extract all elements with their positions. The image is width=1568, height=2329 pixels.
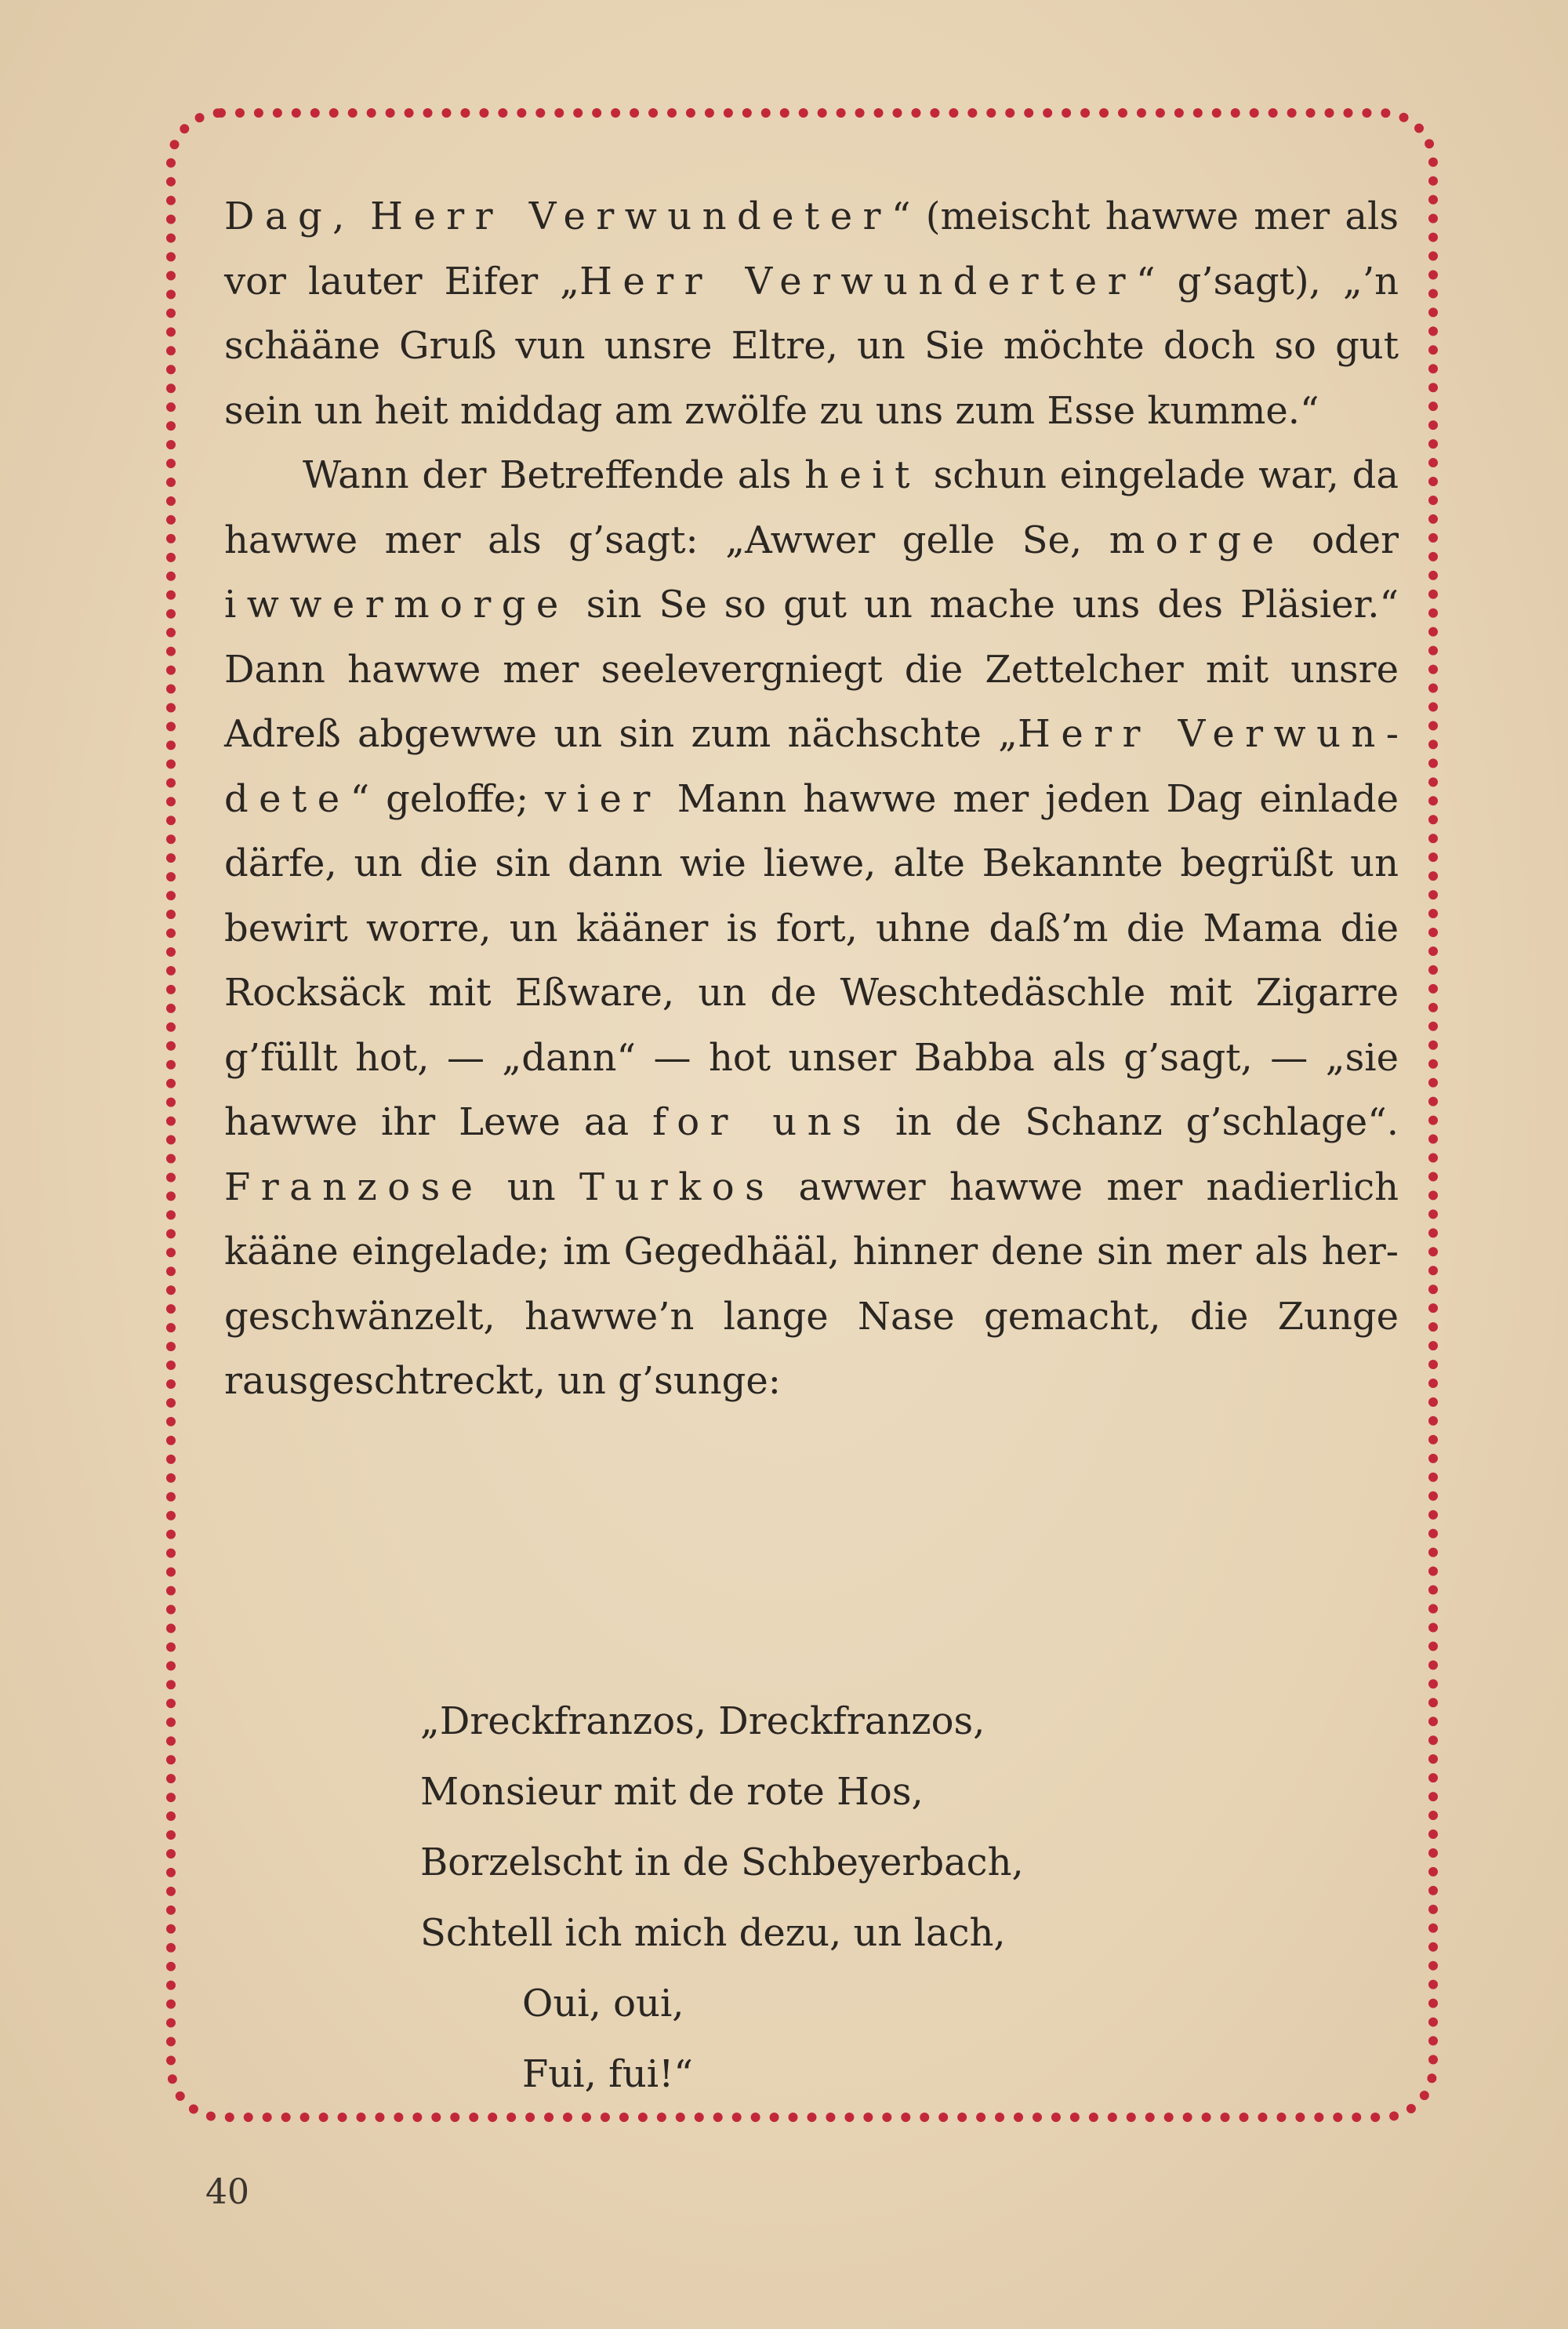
verse-block [420, 1686, 1024, 2109]
p2-seg-3: schun eingelade war, da hawwe mer als g’sagt: „Awwer gelle Se, [224, 453, 1399, 562]
p2-seg-4: morge [1109, 518, 1285, 562]
p2-seg-2: heit [804, 453, 920, 497]
p1-seg-3: “ (meischt hawwe mer als vor lauter Eifer „ [224, 194, 1399, 303]
verse-line: Borzelscht in de Schbeyerbach, [420, 1840, 1024, 1884]
p1-seg-4: Herr Verwunderter [579, 259, 1137, 303]
p2-seg-12: for uns [652, 1100, 873, 1144]
verse-line: Schtell ich mich dezu, un lach, [420, 1911, 1006, 1955]
p2-seg-7: sin Se so gut un mache uns des Pläsier.“ Dann hawwe mer seelevergniegt die Zettelcher mit unsre Adreß abgewwe un sin zum nächschte „ [224, 583, 1399, 756]
verse-line: „Dreckfranzos, Dreckfranzos, [420, 1699, 985, 1743]
p2-seg-13: in de Schanz g’schlage“. [895, 1100, 1399, 1144]
p1-seg-2: Herr Verwundeter [370, 194, 891, 238]
p2-seg-11: Mann hawwe mer jeden Dag einlade därfe, un die sin dann wie liewe, alte Bekannte begrüßt un bewirt worre, un kääner is fort, uhne daß’m die Mama die Rocksäck mit Eßware, un de Weschtedäschle mit Zigarre g’füllt hot, — „dann“ — hot unser Babba als g’sagt, — „sie hawwe ihr Lewe aa [224, 776, 1399, 1144]
body-text [224, 184, 1399, 1414]
p1-seg-5: “ g’sagt), „’n schääne Gruß vun unsre Eltre, un Sie möchte doch so gut sein un heit middag am zwölfe zu uns zum Esse kumme.“ [224, 259, 1399, 433]
page-number: 40 [205, 2172, 249, 2212]
p2-seg-6: iwwermorge [224, 583, 569, 627]
p2-seg-10: vier [545, 776, 661, 821]
p2-seg-15: un [506, 1164, 556, 1209]
p2-seg-8: Herr Verwundete [224, 712, 1399, 821]
p2-seg-14: Franzose [224, 1164, 484, 1209]
p1-seg-1: Dag, [224, 194, 355, 238]
p2-seg-9: “ geloffe; [350, 776, 529, 821]
verse-line: Fui, fui!“ [522, 2052, 693, 2096]
p2-seg-1: Wann der Betreffende als [303, 453, 792, 497]
verse-line: Oui, oui, [522, 1982, 684, 2026]
p2-seg-5: oder [1312, 518, 1399, 562]
paragraph-1 [224, 184, 1399, 443]
verse-line: Monsieur mit de rote Hos, [420, 1770, 924, 1814]
p2-seg-17: awwer hawwe mer nadierlich kääne eingelade; im Gegedhääl, hinner dene sin mer als hergeschwänzelt, hawwe’n lange Nase gemacht, die Zunge rausgeschtreckt, un g’sunge: [224, 1164, 1399, 1403]
p2-seg-16: Turkos [579, 1164, 775, 1209]
paragraph-2 [224, 443, 1399, 1414]
